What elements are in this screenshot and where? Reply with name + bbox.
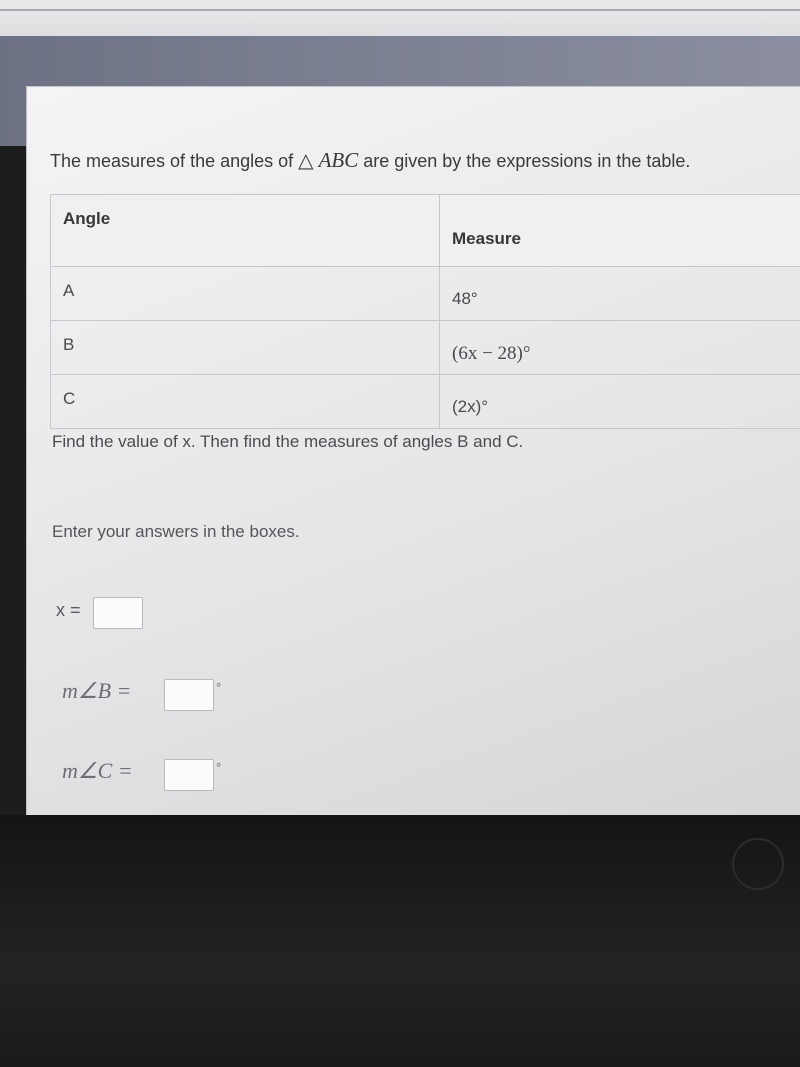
- measure-cell-a: 48°: [440, 267, 800, 321]
- question-prompt: [50, 148, 770, 173]
- prompt-text-after: are given by the expressions in the table.: [358, 151, 691, 171]
- table-header-row: [51, 195, 800, 267]
- degree-symbol-b: °: [216, 680, 222, 695]
- triangle-icon: △: [298, 148, 314, 172]
- measure-cell-b: (6x − 28)°: [440, 321, 800, 375]
- table-row: [51, 321, 800, 375]
- angle-measure-table: [50, 194, 800, 429]
- header-angle: Angle: [51, 195, 440, 267]
- measure-cell-c: (2x)°: [440, 375, 800, 429]
- angle-b-answer-input[interactable]: [164, 679, 214, 711]
- instruction-text: Find the value of x. Then find the measures of angles B and C.: [52, 432, 524, 451]
- header-measure: Measure: [440, 195, 800, 267]
- degree-symbol-c: °: [216, 760, 222, 775]
- top-divider: [0, 9, 800, 11]
- table-row: [51, 267, 800, 321]
- angle-cell-b: B: [51, 321, 440, 375]
- angle-c-answer-input[interactable]: [164, 759, 214, 791]
- angle-c-label: m∠C =: [62, 758, 133, 783]
- x-label: x =: [56, 600, 81, 620]
- browser-top-strip: [0, 0, 800, 40]
- hp-logo-icon: [732, 838, 784, 890]
- table-row: [51, 375, 800, 429]
- angle-cell-c: C: [51, 375, 440, 429]
- x-answer-input[interactable]: [93, 597, 143, 629]
- angle-b-label: m∠B =: [62, 678, 132, 703]
- answer-prompt: Enter your answers in the boxes.: [52, 522, 300, 541]
- triangle-name: ABC: [318, 148, 359, 172]
- monitor-bezel: [0, 815, 800, 1067]
- prompt-text-before: The measures of the angles of: [50, 151, 299, 171]
- angle-cell-a: A: [51, 267, 440, 321]
